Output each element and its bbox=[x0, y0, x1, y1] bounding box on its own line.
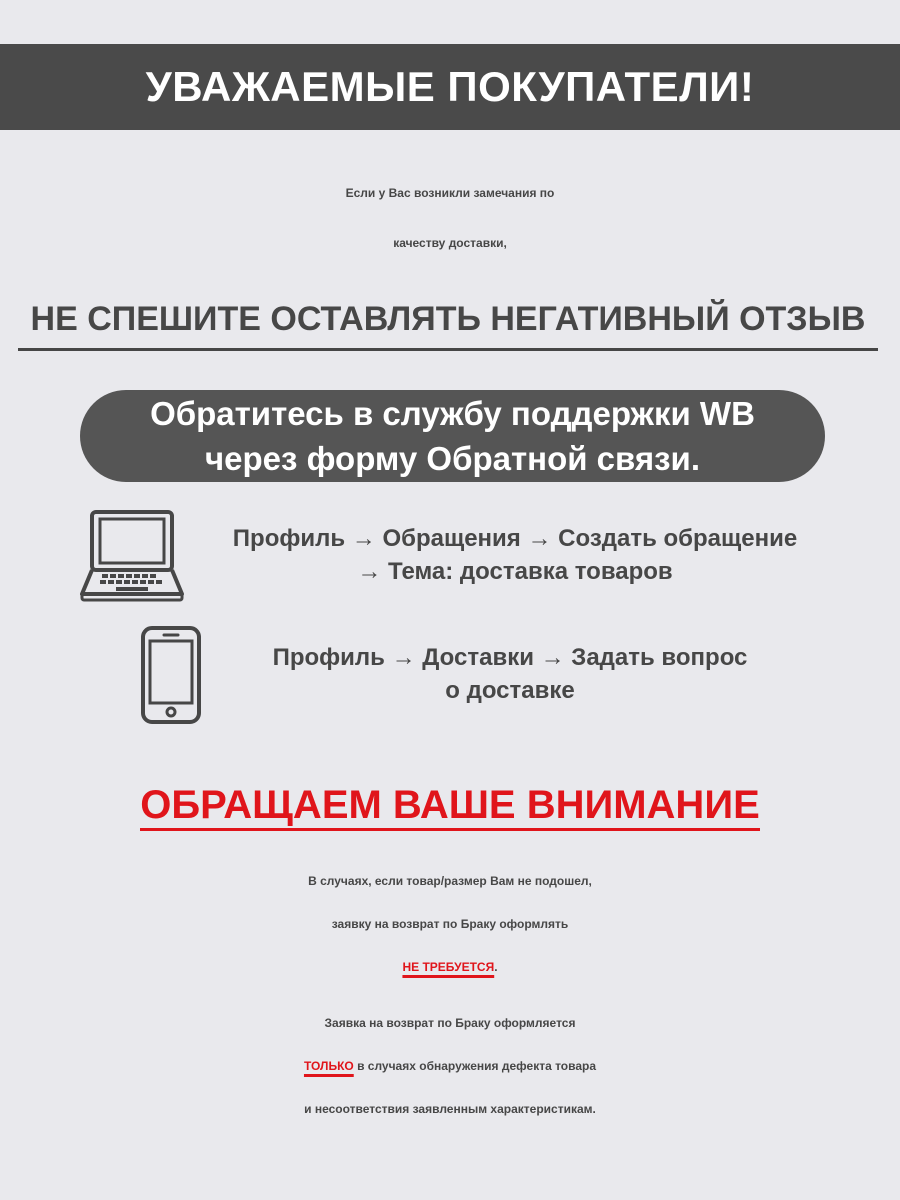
paragraph2-line-3: и несоответствия заявленным характеристикам. bbox=[304, 1102, 596, 1116]
warning-heading: НЕ СПЕШИТЕ ОСТАВЛЯТЬ НЕГАТИВНЫЙ ОТЗЫВ bbox=[18, 294, 878, 351]
paragraph-returns-not-required bbox=[0, 860, 900, 989]
paragraph2-line-1: Заявка на возврат по Браку оформляется bbox=[324, 1016, 576, 1030]
only-highlight: ТОЛЬКО bbox=[303, 1059, 354, 1073]
paragraph-defect-returns bbox=[0, 1002, 900, 1131]
desktop-route-line-2: → Тема: доставка товаров bbox=[357, 558, 673, 585]
not-required-highlight: НЕ ТРЕБУЕТСЯ bbox=[402, 960, 495, 974]
paragraph1-suffix: . bbox=[494, 960, 498, 974]
support-callout bbox=[80, 390, 825, 482]
paragraph1-line-2: заявку на возврат по Браку оформлять bbox=[331, 917, 569, 931]
paragraph2-line-2-rest: в случаях обнаружения дефекта товара bbox=[353, 1059, 597, 1073]
intro-line-1: Если у Вас возникли замечания по bbox=[345, 186, 555, 200]
intro-line-2: качеству доставки, bbox=[393, 236, 507, 250]
paragraph1-line-1: В случаях, если товар/размер Вам не подошел, bbox=[308, 874, 592, 888]
desktop-route-text bbox=[190, 522, 840, 588]
support-line-2: через форму Обратной связи. bbox=[205, 440, 700, 477]
mobile-route-line-1: Профиль → Доставки → Задать вопрос bbox=[272, 644, 748, 671]
mobile-route-text bbox=[240, 641, 780, 707]
paragraph2-line-2 bbox=[0, 1045, 900, 1088]
header-title: УВАЖАЕМЫЕ ПОКУПАТЕЛИ! bbox=[145, 63, 755, 110]
mobile-route-line-2: о доставке bbox=[445, 677, 575, 704]
smartphone-icon bbox=[140, 625, 202, 725]
intro-text bbox=[0, 168, 900, 268]
attention-title: ОБРАЩАЕМ ВАШЕ ВНИМАНИЕ bbox=[140, 782, 760, 831]
laptop-icon bbox=[80, 508, 184, 604]
attention-heading bbox=[0, 782, 900, 831]
paragraph1-line-3 bbox=[0, 946, 900, 989]
desktop-route-line-1: Профиль → Обращения → Создать обращение bbox=[232, 525, 798, 552]
header-banner bbox=[0, 44, 900, 130]
support-line-1: Обратитесь в службу поддержки WB bbox=[150, 395, 755, 432]
